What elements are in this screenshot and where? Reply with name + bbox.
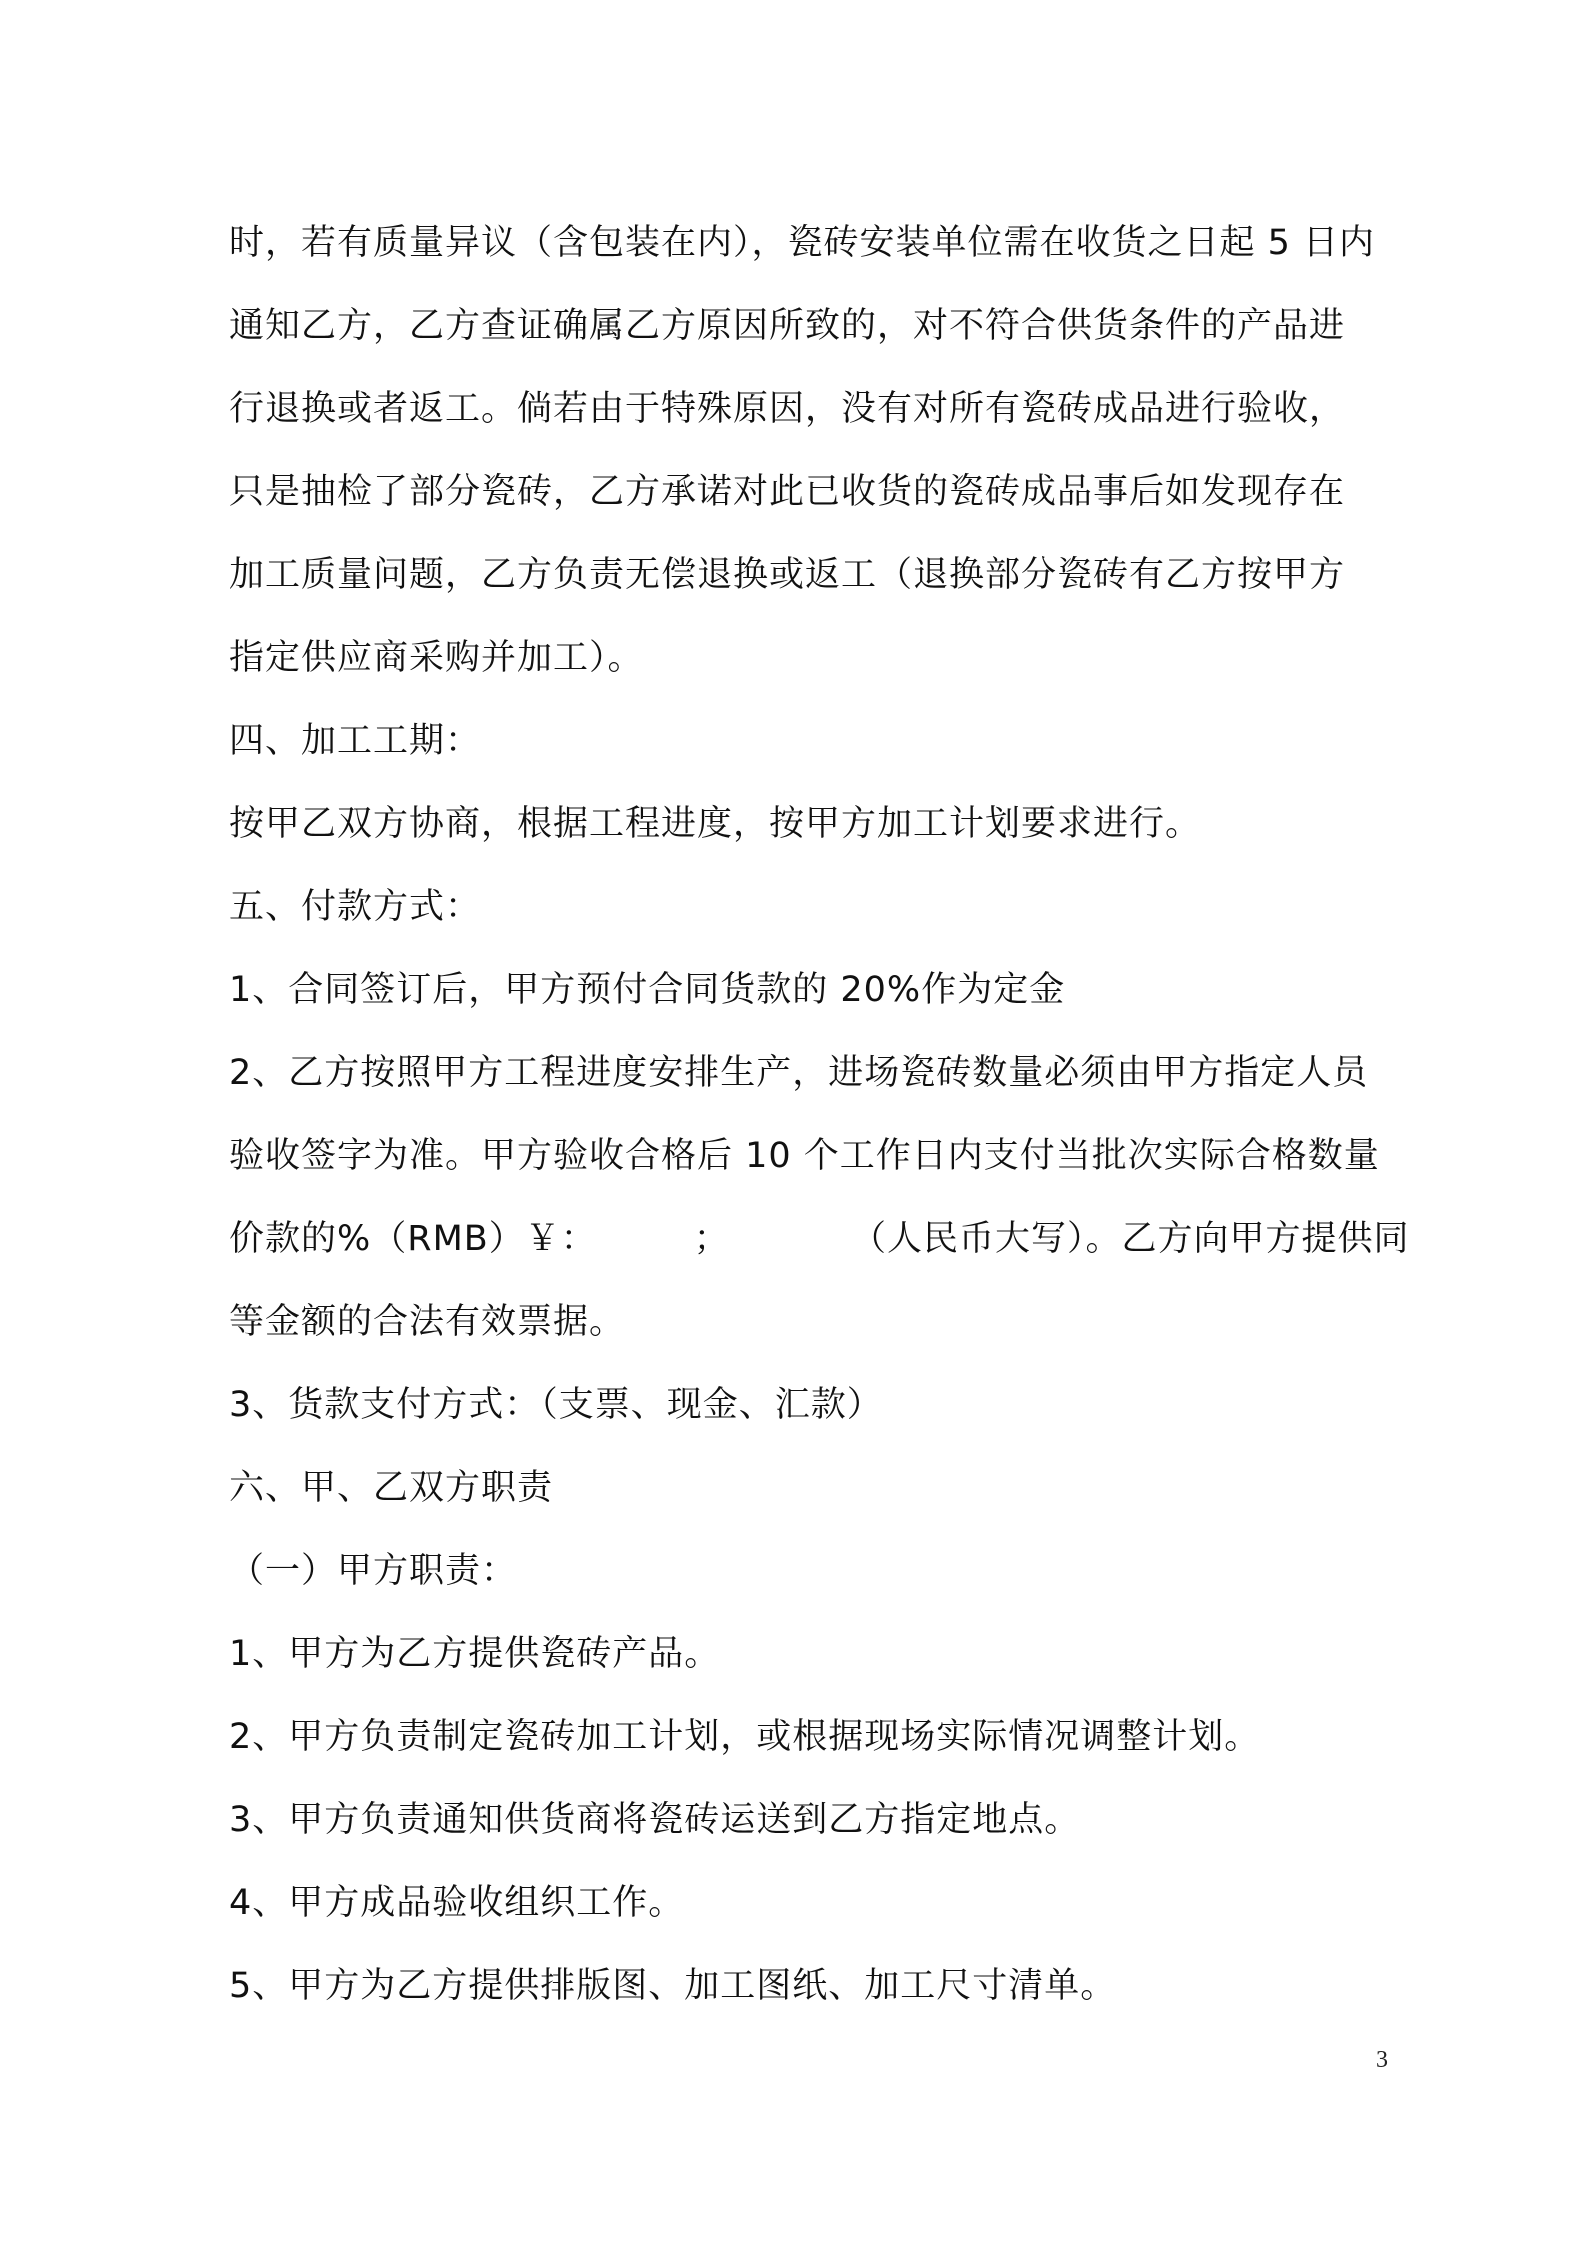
list-item: 1、合同签订后，甲方预付合同货款的 20%作为定金 [229,970,1066,1010]
body-text-line: 只是抽检了部分瓷砖，乙方承诺对此已收货的瓷砖成品事后如发现存在 [229,472,1346,512]
section-heading: 五、付款方式： [229,887,482,927]
list-item: 2、乙方按照甲方工程进度安排生产，进场瓷砖数量必须由甲方指定人员 [229,1053,1369,1093]
list-item: 3、货款支付方式：（支票、现金、汇款） [229,1385,883,1425]
body-text-line: 时，若有质量异议（含包装在内），瓷砖安装单位需在收货之日起 5 日内 [229,223,1376,263]
list-item: 5、甲方为乙方提供排版图、加工图纸、加工尺寸清单。 [229,1966,1117,2006]
body-text-line: 通知乙方，乙方查证确属乙方原因所致的，对不符合供货条件的产品进 [229,306,1346,346]
body-text-line: 验收签字为准。甲方验收合格后 10 个工作日内支付当批次实际合格数量 [229,1136,1380,1176]
body-text-line: 指定供应商采购并加工）。 [229,638,644,678]
body-text-line: 价款的%（RMB）￥： ； （人民币大写）。乙方向甲方提供同 [229,1219,1410,1259]
list-item: 3、甲方负责通知供货商将瓷砖运送到乙方指定地点。 [229,1800,1081,1840]
section-heading: 六、甲、乙双方职责 [229,1468,554,1508]
body-text-line: 加工质量问题，乙方负责无偿退换或返工（退换部分瓷砖有乙方按甲方 [229,555,1346,595]
list-item: 2、甲方负责制定瓷砖加工计划，或根据现场实际情况调整计划。 [229,1717,1261,1757]
body-text-line: 等金额的合法有效票据。 [229,1302,626,1342]
body-text-line: 行退换或者返工。倘若由于特殊原因，没有对所有瓷砖成品进行验收， [229,389,1346,429]
page-number: 3 [1376,2047,1388,2073]
list-item: 1、甲方为乙方提供瓷砖产品。 [229,1634,721,1674]
body-text-line: 按甲乙双方协商，根据工程进度，按甲方加工计划要求进行。 [229,804,1202,844]
section-heading: 四、加工工期： [229,721,482,761]
subsection-heading: （一）甲方职责： [229,1551,518,1591]
list-item: 4、甲方成品验收组织工作。 [229,1883,685,1923]
